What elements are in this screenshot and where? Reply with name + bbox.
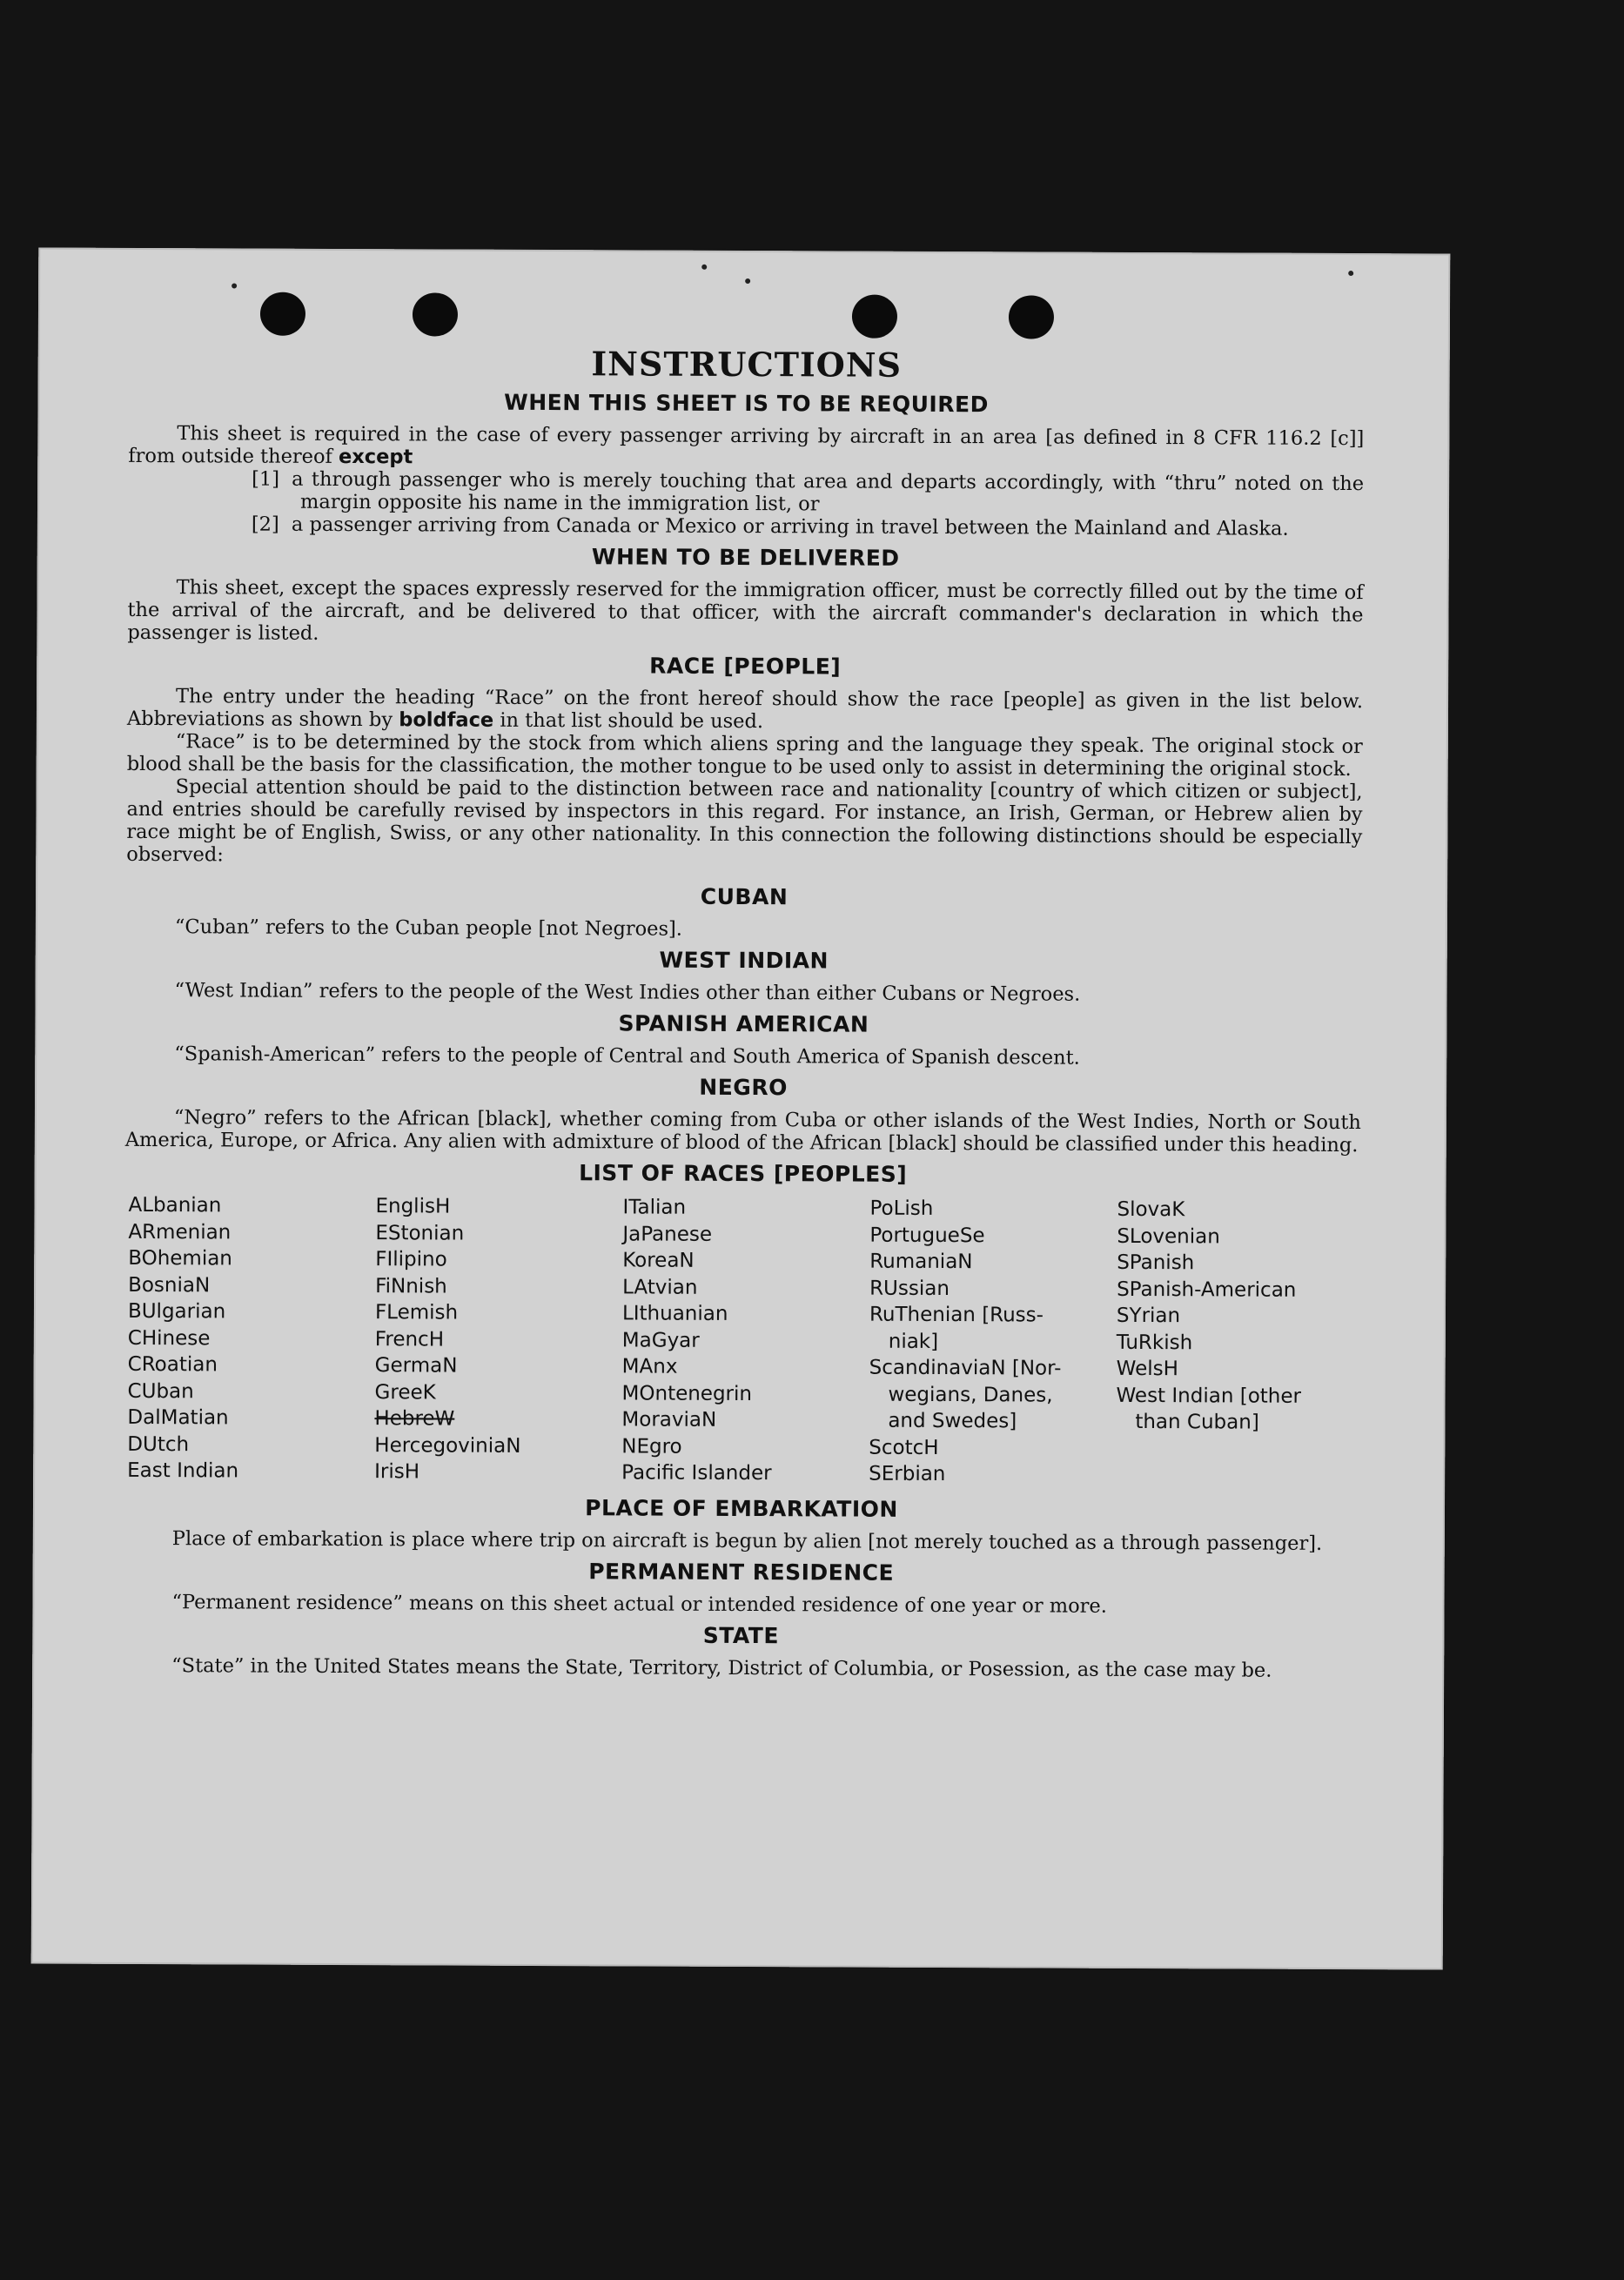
race-entry: CRoatian xyxy=(127,1352,218,1377)
section-heading-race: RACE [PEOPLE] xyxy=(649,653,842,680)
race-entry: DUtch xyxy=(127,1432,190,1456)
race-entry: SlovaK xyxy=(1117,1197,1185,1222)
race-entry: SErbian xyxy=(869,1462,946,1486)
race-entry: and Swedes] xyxy=(869,1409,1017,1433)
cuban-text: “Cuban” refers to the Cuban people [not Negroes]. xyxy=(174,915,683,941)
west-indian-text: “West Indian” refers to the people of the West Indies other than either Cubans or Negroes. xyxy=(174,979,1081,1006)
punch-hole xyxy=(413,292,458,336)
race-entry: WelsH xyxy=(1116,1357,1178,1381)
race-entry: Pacific Islander xyxy=(621,1461,772,1485)
race-entry: CHinese xyxy=(127,1326,211,1350)
document-sheet xyxy=(31,247,1451,1969)
race-entry: LIthuanian xyxy=(621,1302,728,1325)
races-column-1 xyxy=(127,1192,372,1485)
race-entry: MaGyar xyxy=(621,1328,700,1352)
races-column-3 xyxy=(621,1194,866,1487)
race-entry: RumaniaN xyxy=(869,1250,973,1274)
race-entry: ALbanian xyxy=(128,1193,222,1217)
race-entry: wegians, Danes, xyxy=(869,1383,1053,1407)
section-heading-state: STATE xyxy=(702,1622,780,1648)
races-column-2 xyxy=(374,1193,619,1486)
section-heading-negro: NEGRO xyxy=(699,1074,788,1101)
race-entry: MOntenegrin xyxy=(621,1381,753,1405)
race-entry: IrisH xyxy=(374,1460,420,1484)
race-entry: JaPanese xyxy=(622,1222,713,1246)
punch-hole xyxy=(852,295,897,339)
race-entry: ScotcH xyxy=(869,1436,939,1459)
race-entry: TuRkish xyxy=(1116,1331,1193,1354)
race-paragraph-2: “Race” is to be determined by the stock from which aliens spring and the language they speak. The original stock or blood shall be the basis for the classification, the mother tongue to be used only to assist in determining the original stock. xyxy=(126,730,1363,781)
race-paragraph-3: Special attention should be paid to the distinction between race and nationality [country of which citizen or subject], and entries should be carefully revised by inspectors in this regard. For instance, an Irish, German, or Hebrew alien by race might be of English, Swiss, or any other nationality. In this connection the following distinctions should be especially observed: xyxy=(126,775,1363,867)
page-title: INSTRUCTIONS xyxy=(591,344,903,385)
section-heading-residence: PERMANENT RESIDENCE xyxy=(588,1558,895,1586)
section-heading-delivered: WHEN TO BE DELIVERED xyxy=(591,544,900,571)
required-item-2: [2] a passenger arriving from Canada or Mexico or arriving in travel between the Mainland and Alaska. xyxy=(251,513,1289,540)
required-intro: This sheet is required in the case of every passenger arriving by aircraft in an area [as defined in 8 CFR 116.2 [c]] from outside thereof except xyxy=(128,422,1365,469)
punch-hole xyxy=(260,292,305,336)
race-entry: EStonian xyxy=(375,1221,465,1245)
race-entry: FrencH xyxy=(374,1327,445,1351)
punch-hole xyxy=(1009,295,1054,339)
ink-speck xyxy=(232,283,237,288)
ink-speck xyxy=(701,265,707,270)
race-entry: GermaN xyxy=(374,1354,458,1378)
race-entry: FIlipino xyxy=(375,1248,447,1271)
race-entry: ITalian xyxy=(622,1196,687,1219)
race-entry: PortugueSe xyxy=(869,1224,985,1247)
race-entry: MAnx xyxy=(621,1355,678,1378)
race-entry: MoraviaN xyxy=(621,1408,717,1432)
section-heading-west-indian: WEST INDIAN xyxy=(659,947,829,974)
section-heading-spanish-american: SPANISH AMERICAN xyxy=(618,1010,869,1037)
race-entry: West Indian [other xyxy=(1116,1384,1302,1408)
races-column-4 xyxy=(869,1196,1113,1489)
race-entry: PoLish xyxy=(869,1197,934,1220)
races-column-5 xyxy=(1116,1197,1360,1490)
ink-speck xyxy=(745,278,750,284)
race-entry: niak] xyxy=(869,1330,939,1353)
race-entry-struck: HebreW xyxy=(374,1407,455,1431)
instructions-content xyxy=(123,342,1365,1682)
race-entry: SLovenian xyxy=(1117,1224,1220,1248)
race-entry: than Cuban] xyxy=(1116,1410,1259,1434)
ink-speck xyxy=(1348,271,1353,276)
race-entry: EnglisH xyxy=(375,1195,451,1218)
negro-text: “Negro” refers to the African [black], whether coming from Cuba or other islands of the West Indies, North or South America, Europe, or Africa. Any alien with admixture of blood of the African [black] should be classified under this heading. xyxy=(124,1106,1361,1157)
delivered-text: This sheet, except the spaces expressly reserved for the immigration officer, must be correctly filled out by the time of the arrival of the aircraft, and be delivered to that officer, with the aircraft commander's declaration in which the passenger is listed. xyxy=(127,576,1364,645)
race-entry: ScandinaviaN [Nor- xyxy=(869,1356,1062,1380)
race-entry: FiNnish xyxy=(375,1274,447,1298)
race-entry: KoreaN xyxy=(622,1249,695,1272)
race-entry: LAtvian xyxy=(622,1275,698,1299)
race-entry: SYrian xyxy=(1116,1304,1181,1328)
race-entry: GreeK xyxy=(374,1380,436,1404)
embarkation-text: Place of embarkation is place where trip on aircraft is begun by alien [not merely touched as a through passenger]. xyxy=(171,1526,1323,1555)
race-entry: CUban xyxy=(127,1379,194,1403)
section-heading-embarkation: PLACE OF EMBARKATION xyxy=(585,1494,898,1522)
race-entry: SPanish xyxy=(1117,1251,1195,1275)
section-heading-required: WHEN THIS SHEET IS TO BE REQUIRED xyxy=(504,389,989,418)
spanish-american-text: “Spanish-American” refers to the people of Central and South America of Spanish descent. xyxy=(174,1043,1080,1070)
race-entry: RUssian xyxy=(869,1277,950,1300)
races-list xyxy=(127,1192,1360,1490)
race-entry: BUlgarian xyxy=(127,1299,226,1324)
race-entry: RuThenian [Russ- xyxy=(869,1303,1044,1327)
residence-text: “Permanent residence” means on this sheet actual or intended residence of one year or more. xyxy=(171,1590,1107,1618)
state-text: “State” in the United States means the State, Territory, District of Columbia, or Posession, as the case may be. xyxy=(171,1653,1272,1682)
section-heading-races-list: LIST OF RACES [PEOPLES] xyxy=(579,1160,908,1187)
required-item-1: [1] a through passenger who is merely touching that area and departs accordingly, with “thru” noted on the margin opposite his name in the immigration list, or xyxy=(252,467,1365,516)
race-entry: HercegoviniaN xyxy=(374,1433,521,1458)
race-paragraph-1: The entry under the heading “Race” on the front hereof should show the race [people] as given in the list below. Abbreviations as shown by boldface in that list should be used. xyxy=(126,685,1364,734)
race-entry: BOhemian xyxy=(128,1246,232,1271)
race-entry: NEgro xyxy=(621,1434,682,1459)
race-entry: DalMatian xyxy=(127,1405,229,1430)
race-entry: ARmenian xyxy=(128,1220,232,1244)
section-heading-cuban: CUBAN xyxy=(700,883,789,910)
race-entry: FLemish xyxy=(374,1301,459,1324)
race-entry: BosniaN xyxy=(128,1273,211,1297)
race-entry: East Indian xyxy=(127,1459,239,1483)
race-entry: SPanish-American xyxy=(1117,1277,1297,1302)
